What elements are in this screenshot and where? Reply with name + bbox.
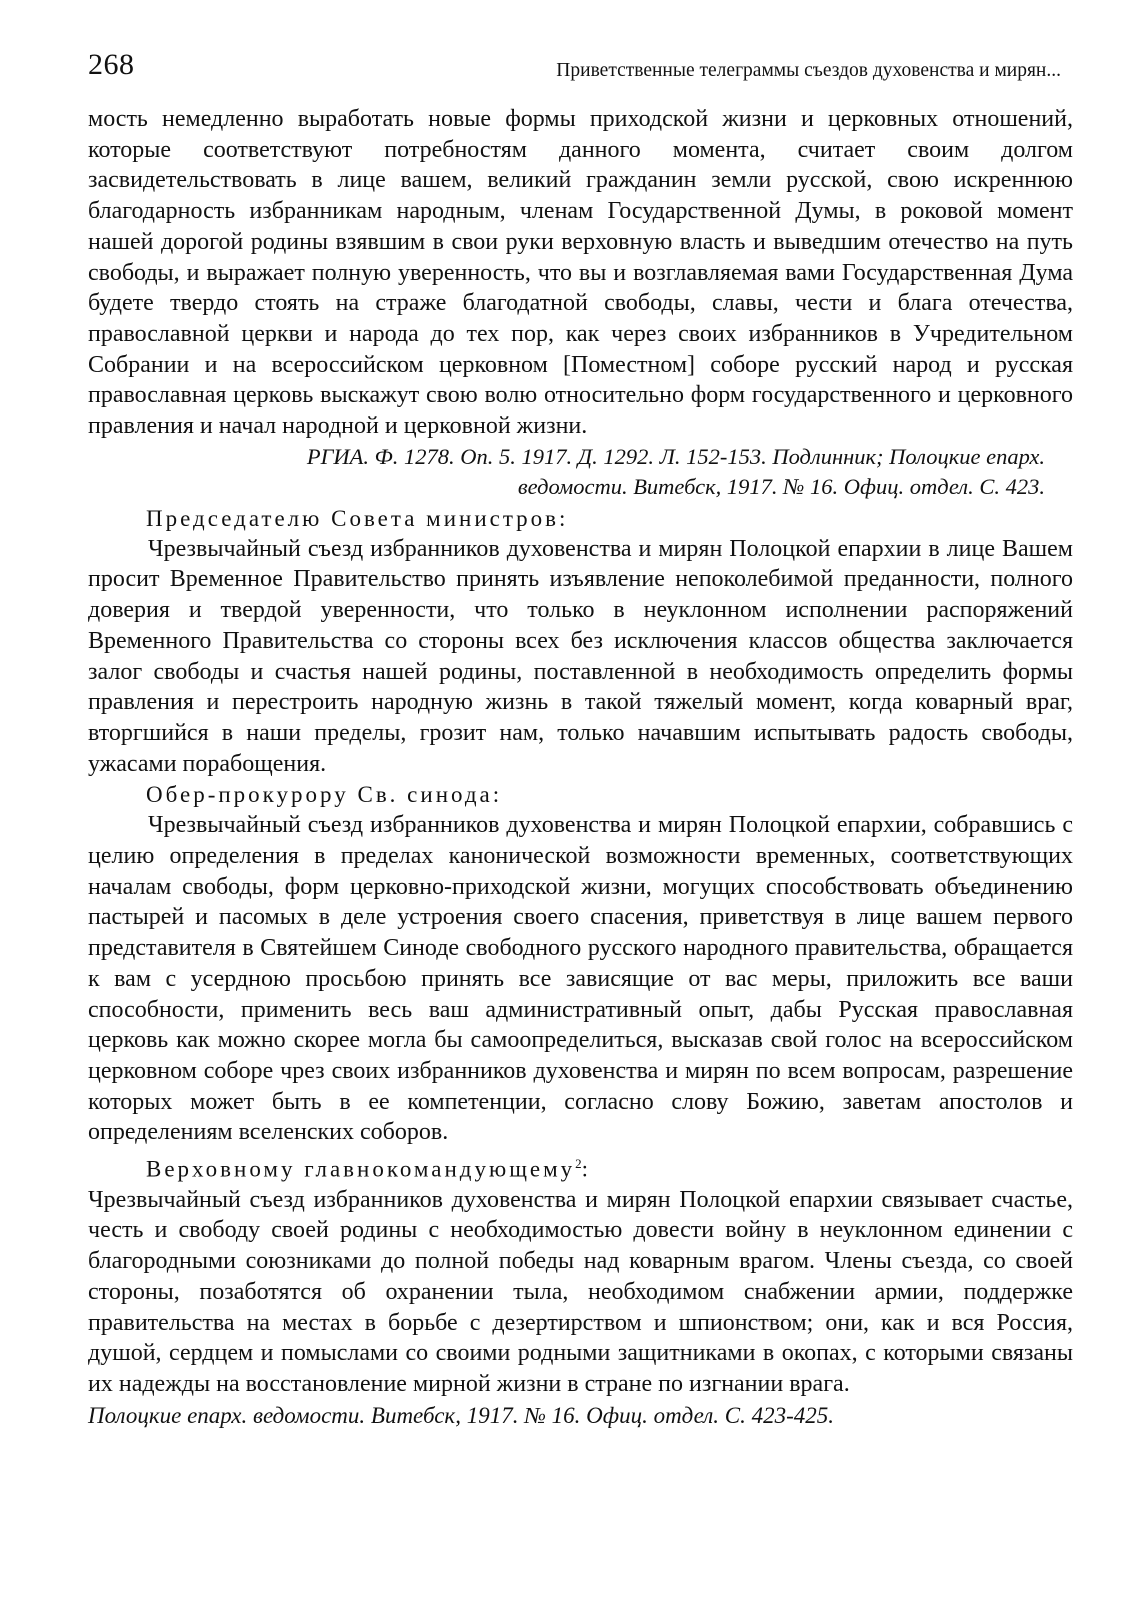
paragraph-telegram-ober-procurator: Чрезвычайный съезд избранников духовенства и мирян Полоцкой епархии, собравшись с целию определения в пределах канонической возможности временных, соответствующих началам свободы, форм церковно-приходской жизни, могущих способствовать объединению пастырей и пасомых в деле устроения своего спасения, приветствуя в лице вашем первого представителя в Святейшем Синоде свободного русского народного правительства, обращается к вам с усердною просьбою принять все зависящие от вас меры, приложить все ваши способности, применить весь ваш административный опыт, дабы Русская православная церковь как можно скорее могла бы самоопределиться, высказав свой голос на всероссийском церковном соборе чрез своих избранников духовенства и мирян по всем вопросам, разрешение которых может быть в ее компетенции, согласно слову Божию, заветам апостолов и определениям вселенских соборов. (88, 812, 1073, 1146)
archival-source-citation (88, 442, 1073, 503)
paragraph-telegram-commander: Чрезвычайный съезд избранников духовенства и мирян Полоцкой епархии связывает счастье, честь и свободу своей родины с необходимостью довести войну в неуклонном единении с благородными союзниками до полной победы над коварным врагом. Члены съезда, со своей стороны, позаботятся об охранении тыла, необходимом снабжении армии, поддержке правительства на местах в борьбе с дезертирством и шпионством; они, как и вся Россия, душой, сердцем и помыслами со своими родными защитниками в окопах, с которыми связаны их надежды на восстановление мирной жизни в стране по изгнании врага. (88, 1186, 1073, 1397)
running-title: Приветственные телеграммы съездов духовенства и мирян... (556, 60, 1061, 81)
page-number: 268 (88, 48, 135, 81)
page-header (88, 48, 1073, 104)
address-heading-commander-colon: : (581, 1156, 592, 1182)
paragraph-telegram-chairman: Чрезвычайный съезд избранников духовенства и мирян Полоцкой епархии в лице Вашем просит Временное Правительство принять изъявление непоколебимой преданности, полного доверия и твердой уверенности, что только в неуклонном исполнении распоряжений Временного Правительства со стороны всех без исключения классов общества заключается залог свободы и счастья нашей родины, поставленной в необходимость определить формы правления и перестроить народную жизнь в такой тяжелый момент, когда коварный враг, вторгшийся в наши пределы, грозит нам, только начавшим испытывать радость свободы, ужасами порабощения. (88, 535, 1073, 777)
document-page (88, 48, 1073, 1431)
address-heading-ober-procurator: Обер-прокурору Св. синода: (146, 782, 503, 808)
address-heading-commander-text: Верховному главнокомандующему (146, 1156, 576, 1182)
address-heading-chairman: Председателю Совета министров: (146, 505, 569, 531)
citation-line-2: ведомости. Витебск, 1917. № 16. Офиц. отдел. С. 423. (517, 474, 1045, 500)
paragraph-continuation: мость немедленно выработать новые формы приходской жизни и церковных отношений, которые соответствуют потребностям данного момента, считает своим долгом засвидетельствовать в лице вашем, великий гражданин земли русской, свою искреннюю благодарность избранникам народным, членам Государственной Думы, в роковой момент нашей дорогой родины взявшим в свои руки верховную власть и выведшим отечество на путь свободы, и выражает полную уверенность, что вы и возглавляемая вами Государственная Дума будете твердо стоять на страже благодатной свободы, славы, чести и блага отечества, православной церкви и народа до тех пор, как через своих избранников в Учредительном Собрании и на всероссийском церковном [Поместном] соборе русский народ и русская православная церковь выскажут свою волю относительно форм государственного и церковного правления и начал народной и церковной жизни. (88, 106, 1073, 440)
footnote-marker: 2 (575, 1156, 582, 1172)
address-heading-commander (88, 1148, 1073, 1185)
citation-line-1: РГИА. Ф. 1278. Оп. 5. 1917. Д. 1292. Л. 152-153. Подлинник; Полоцкие епарх. (306, 443, 1045, 469)
periodical-source-citation: Полоцкие епарх. ведомости. Витебск, 1917. № 16. Офиц. отдел. С. 423-425. (88, 1402, 835, 1428)
